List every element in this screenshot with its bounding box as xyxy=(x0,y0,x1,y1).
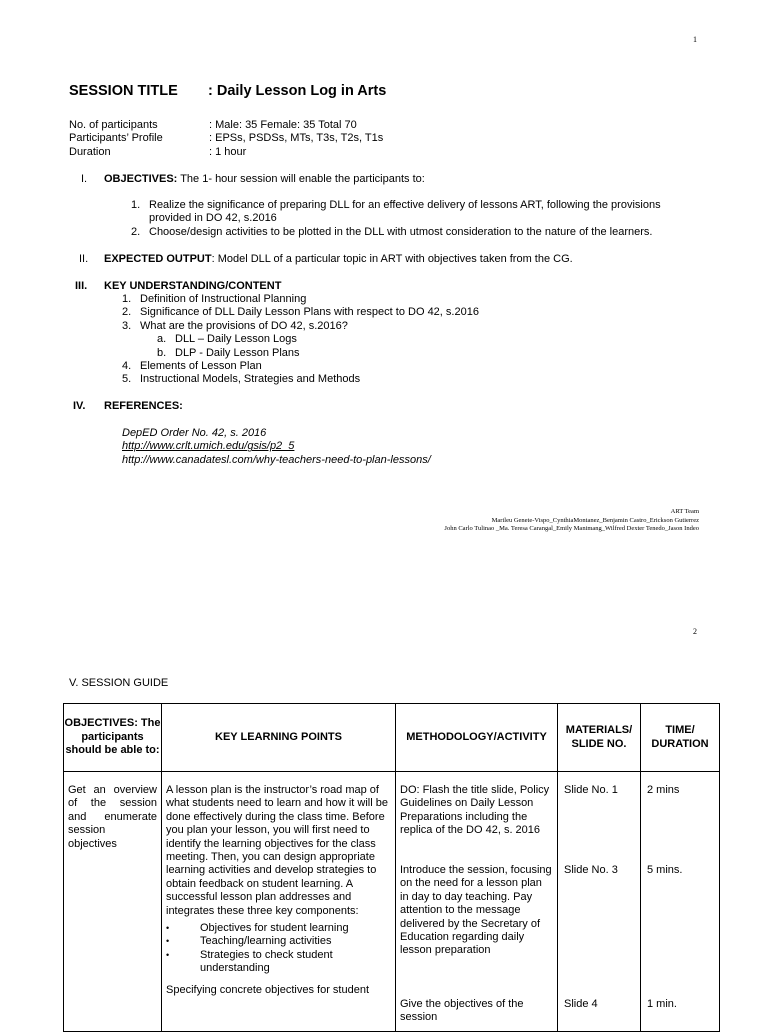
session-guide-table xyxy=(63,703,720,1032)
material-text: Slide 4 xyxy=(564,998,598,1010)
info-label: Duration xyxy=(69,145,111,158)
list-item-continued: provided in DO 42, s.2016 xyxy=(149,212,277,225)
references-list xyxy=(122,427,431,467)
time-text: 5 mins. xyxy=(647,864,683,876)
list-item: • Teaching/learning activities xyxy=(166,935,391,948)
expected-output-label: EXPECTED OUTPUT xyxy=(104,253,212,265)
methodology-cell xyxy=(396,772,558,1032)
list-letter: a. xyxy=(157,333,167,346)
list-item: Realize the significance of preparing DLL for an effective delivery of lessons ART, following the provisions xyxy=(149,199,661,211)
section-title: V. SESSION GUIDE xyxy=(69,677,169,689)
list-item: Choose/design activities to be plotted in the DLL with utmost consideration to the nature of the learners. xyxy=(149,225,653,238)
objective-text: Get an overview of the session and enumerate session objectives xyxy=(68,784,157,850)
reference-item: http://www.canadatesl.com/why-teachers-need-to-plan-lessons/ xyxy=(122,453,431,466)
section-objectives xyxy=(81,173,87,186)
expected-output xyxy=(104,253,573,266)
list-item: What are the provisions of DO 42, s.2016? xyxy=(140,319,348,332)
list-number: 5. xyxy=(122,373,132,386)
key-points-text: A lesson plan is the instructor’s road map of what students need to learn and how it will be done effectively during the class time. Before you plan your lesson, you will first need to identify the learning objectives for the class meeting. Then, you can design appropriate learning activities and develop strategies to obtain feedback on student learning. A successful lesson plan addresses and integrates these three key components: xyxy=(166,784,388,917)
list-item: Elements of Lesson Plan xyxy=(140,360,262,373)
list-number: 1. xyxy=(131,199,141,211)
key-points-bullets xyxy=(166,922,391,976)
materials-cell xyxy=(558,772,641,1032)
session-title-label: SESSION TITLE xyxy=(69,83,178,99)
session-info xyxy=(69,119,384,159)
info-value: : Male: 35 Female: 35 Total 70 xyxy=(209,119,357,131)
reference-link[interactable]: http://www.crlt.umich.edu/gsis/p2_5 xyxy=(122,440,295,453)
objectives-label: OBJECTIVES: xyxy=(104,173,178,185)
list-subitem: DLP - Daily Lesson Plans xyxy=(175,346,300,359)
table-row xyxy=(64,772,720,1032)
column-header: KEY LEARNING POINTS xyxy=(162,704,396,772)
section-numeral: III. xyxy=(75,280,88,292)
column-header: METHODOLOGY/ACTIVITY xyxy=(396,704,558,772)
material-text: Slide No. 1 xyxy=(564,784,618,796)
info-label: No. of participants xyxy=(69,119,158,131)
section-numeral: IV. xyxy=(73,400,86,412)
credit-line: John Carlo Tulinao _Ma. Teresa Carangal_Emily Manimang_Wilfred Dexter Tenedo_Jason Indeo xyxy=(444,525,699,533)
activity-text: DO: Flash the title slide, Policy Guidelines on Daily Lesson Preparations including the replica of the DO 42, s. 2016 xyxy=(400,784,550,837)
key-points-cell xyxy=(162,772,396,1032)
material-text: Slide No. 3 xyxy=(564,864,618,876)
team-credits xyxy=(444,508,699,534)
column-header: MATERIALS/ SLIDE NO. xyxy=(558,704,641,772)
credit-line: Marileu Genete-Vispo_CynthiaMontanez_Benjamin Castro_Erickson Gutierrez xyxy=(491,516,699,524)
column-header: OBJECTIVES: The participants should be able to: xyxy=(64,704,162,772)
time-cell xyxy=(641,772,720,1032)
objective-cell xyxy=(64,772,162,1032)
list-number: 3. xyxy=(122,319,132,332)
key-points-tail: Specifying concrete objectives for student xyxy=(166,983,370,996)
list-item: Definition of Instructional Planning xyxy=(140,293,307,305)
objectives-list xyxy=(131,199,661,239)
time-text: 1 min. xyxy=(647,998,677,1010)
info-value: : 1 hour xyxy=(209,145,247,158)
section-numeral: I. xyxy=(81,173,88,185)
list-number: 4. xyxy=(122,360,132,373)
expected-output-text: : Model DLL of a particular topic in ART with objectives taken from the CG. xyxy=(211,253,573,265)
table-header-row xyxy=(64,704,720,772)
time-text: 2 mins xyxy=(647,784,680,796)
session-title-value: : Daily Lesson Log in Arts xyxy=(208,83,387,99)
list-item: Significance of DLL Daily Lesson Plans with respect to DO 42, s.2016 xyxy=(140,306,479,319)
page-number: 2 xyxy=(693,627,697,636)
reference-item: DepED Order No. 42, s. 2016 xyxy=(122,427,267,439)
credit-line: ART Team xyxy=(670,508,699,515)
session-title xyxy=(69,83,387,99)
list-number: 2. xyxy=(131,225,141,238)
page-number: 1 xyxy=(693,35,697,44)
activity-text: Introduce the session, focusing on the need for a lesson plan in day to day teaching. Pay attention to the message delivered by the Secretary of Education regarding daily lesson preparation xyxy=(400,864,552,957)
column-header: TIME/ DURATION xyxy=(641,704,720,772)
objectives-heading xyxy=(104,173,425,186)
list-number: 1. xyxy=(122,293,132,305)
info-label: Participants’ Profile xyxy=(69,132,163,145)
list-item: • Strategies to check student understanding xyxy=(166,949,391,976)
section-numeral: II. xyxy=(79,253,89,265)
info-value: : EPSs, PSDSs, MTs, T3s, T2s, T1s xyxy=(209,132,384,145)
list-item: • Objectives for student learning xyxy=(166,922,391,935)
references-heading: REFERENCES: xyxy=(104,400,183,412)
list-letter: b. xyxy=(157,346,167,359)
list-number: 2. xyxy=(122,306,132,319)
activity-text: Give the objectives of the session xyxy=(400,998,524,1024)
list-subitem: DLL – Daily Lesson Logs xyxy=(175,333,297,346)
key-understanding-heading: KEY UNDERSTANDING/CONTENT xyxy=(104,280,282,292)
key-understanding-list xyxy=(122,293,479,387)
objectives-text: The 1- hour session will enable the participants to: xyxy=(177,173,425,185)
list-item: Instructional Models, Strategies and Methods xyxy=(140,373,361,386)
